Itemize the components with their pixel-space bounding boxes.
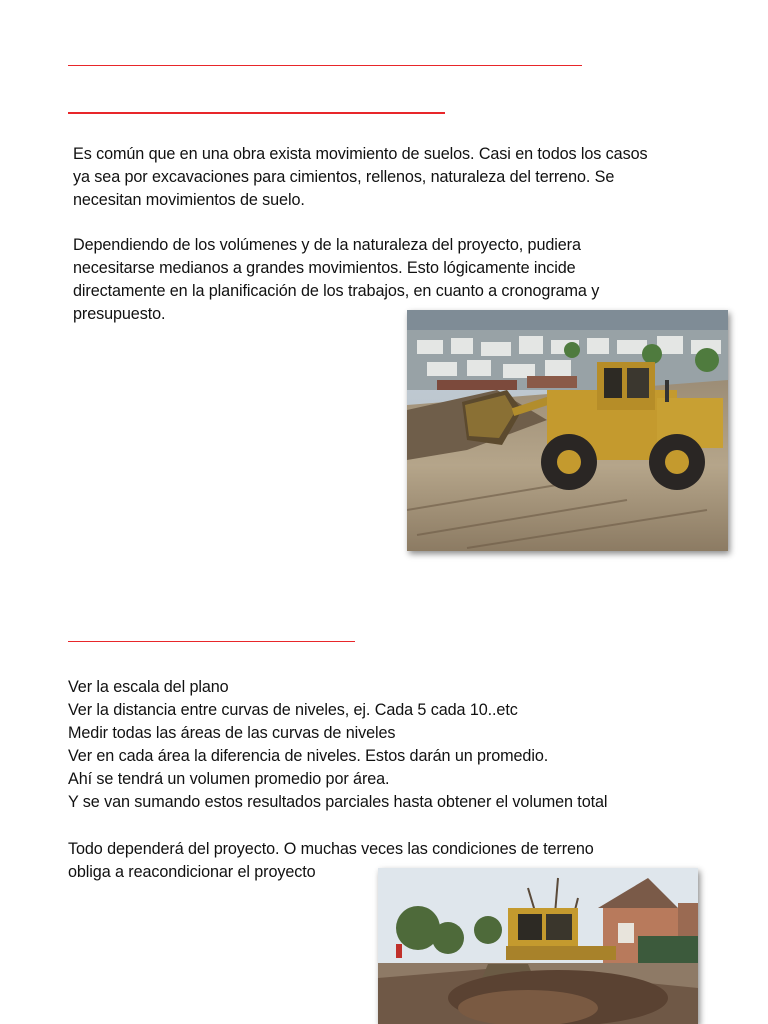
backhoe-street-photo [378,868,698,1024]
step-item: Y se van sumando estos resultados parciales hasta obtener el volumen total [68,793,608,811]
text-line: ya sea por excavaciones para cimientos, rellenos, naturaleza del terreno. Se [73,168,615,186]
step-item: Ver en cada área la diferencia de niveles. Estos darán un promedio. [68,747,549,765]
text-line: necesitan movimientos de suelo. [73,191,305,209]
text-line: Todo dependerá del proyecto. O muchas veces las condiciones de terreno [68,840,594,858]
step-item: Ahí se tendrá un volumen promedio por área. [68,770,390,788]
subtitle-rule [68,112,445,114]
text-line: obliga a reacondicionar el proyecto [68,863,316,881]
text-line: Dependiendo de los volúmenes y de la naturaleza del proyecto, pudiera [73,236,581,254]
text-line: Es común que en una obra exista movimiento de suelos. Casi en todos los casos [73,145,648,163]
step-item: Medir todas las áreas de las curvas de niveles [68,724,396,742]
step-item: Ver la distancia entre curvas de niveles, ej. Cada 5 cada 10..etc [68,701,518,719]
title-rule [68,65,582,66]
step-item: Ver la escala del plano [68,678,229,696]
section2-rule [68,641,355,642]
steps-list [68,676,607,814]
text-line: presupuesto. [73,305,166,323]
text-line: directamente en la planificación de los trabajos, en cuanto a cronograma y [73,282,600,300]
wheel-loader-photo [407,310,728,551]
intro-paragraph [73,143,647,212]
text-line: necesitarse medianos a grandes movimientos. Esto lógicamente incide [73,259,576,277]
